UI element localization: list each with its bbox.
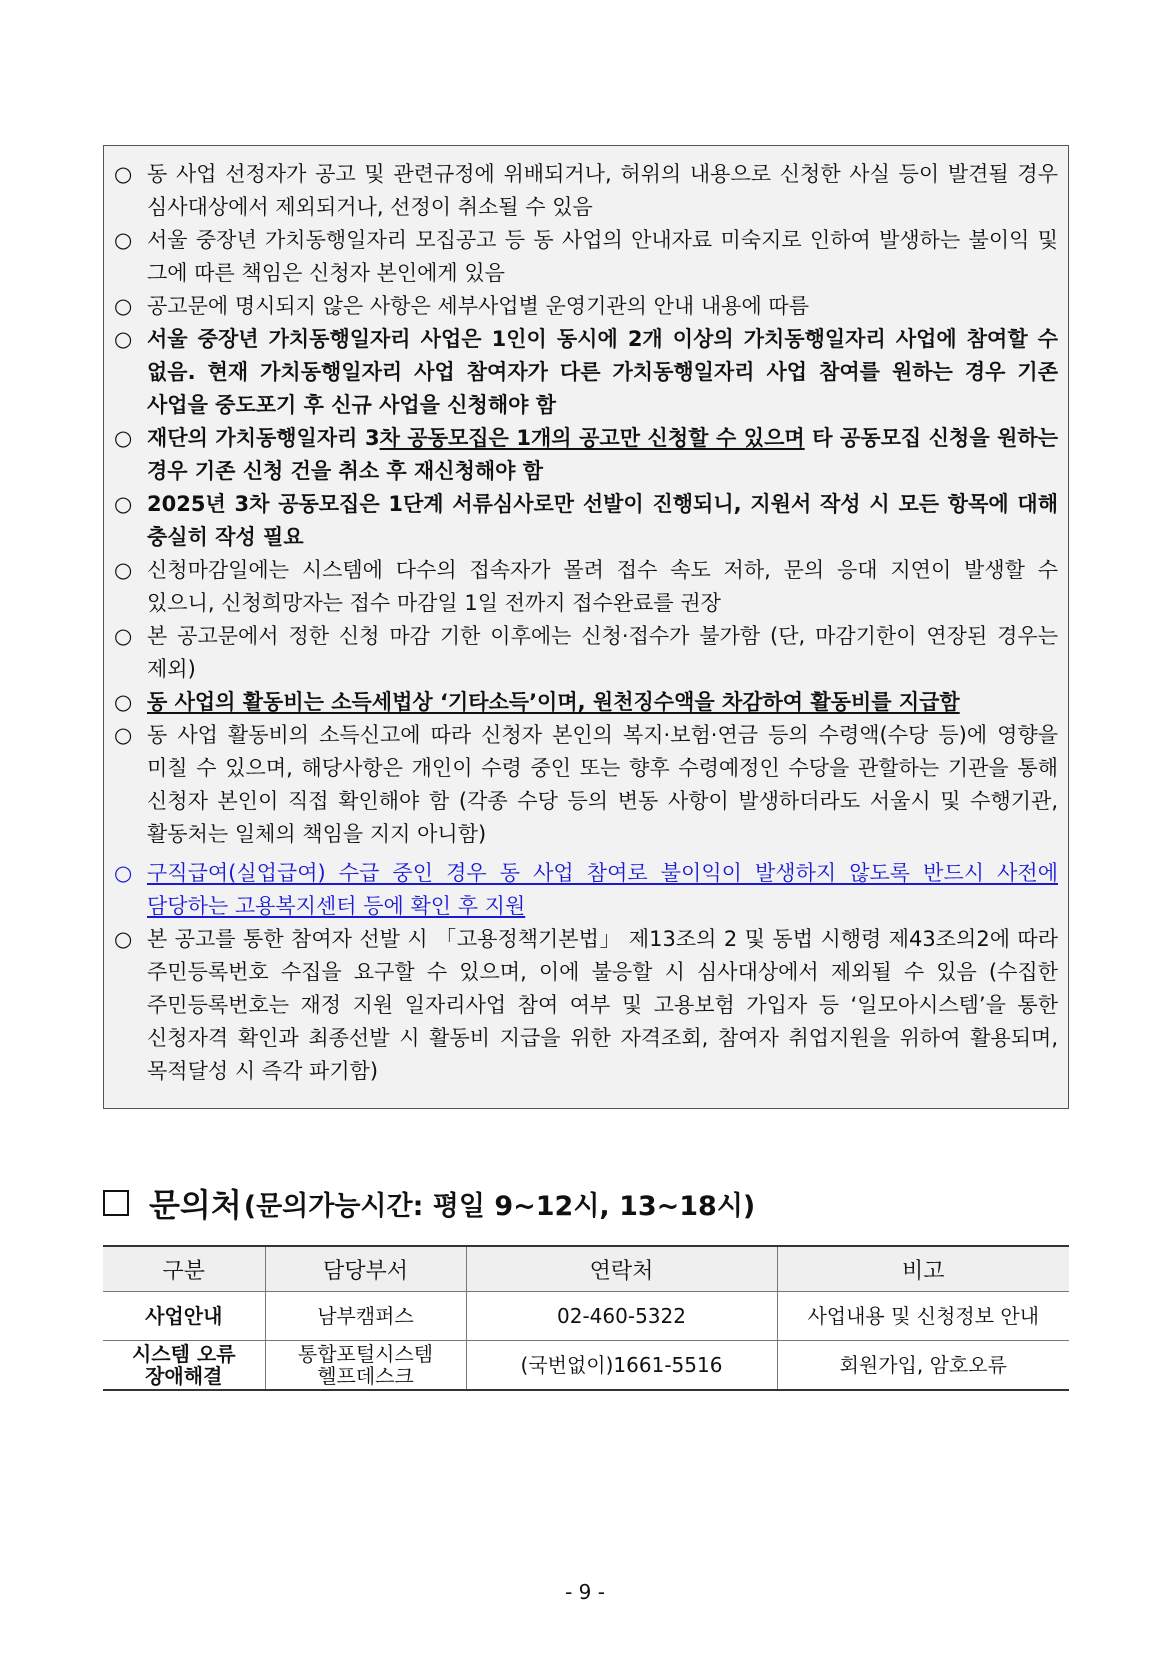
notice-box — [103, 145, 1069, 1109]
notice-item — [114, 554, 1058, 620]
notice-item — [114, 290, 1058, 323]
column-header: 비고 — [777, 1246, 1069, 1292]
notice-text: 동 사업의 활동비는 소득세법상 ‘기타소득’이며, 원천징수액을 차감하여 활동비를 지급함 — [147, 690, 960, 714]
notice-text: 서울 중장년 가치동행일자리 사업은 1인이 동시에 2개 이상의 가치동행일자리 사업에 참여할 수 없음. 현재 가치동행일자리 사업 참여자가 다른 가치동행일자리 사업 참여를 원하는 경우 기존 사업을 중도포기 후 신규 사업을 신청해야 함 — [147, 327, 1058, 417]
phone-cell: 02-460-5322 — [466, 1292, 777, 1341]
contact-section-title — [103, 1182, 755, 1224]
circle-icon: ○ — [114, 690, 133, 714]
circle-icon: ○ — [114, 228, 133, 252]
circle-icon: ○ — [114, 558, 133, 582]
notice-item — [114, 158, 1058, 224]
dept-cell — [265, 1341, 466, 1391]
category-line: 시스템 오류 — [131, 1342, 236, 1366]
table-header-row — [103, 1246, 1069, 1292]
category-cell: 사업안내 — [103, 1292, 265, 1341]
notice-text: 동 사업 선정자가 공고 및 관련규정에 위배되거나, 허위의 내용으로 신청한 사실 등이 발견될 경우 심사대상에서 제외되거나, 선정이 취소될 수 있음 — [147, 162, 1058, 219]
square-icon — [103, 1190, 129, 1216]
notice-item — [114, 923, 1058, 1088]
notice-item — [114, 620, 1058, 686]
circle-icon: ○ — [114, 861, 133, 885]
circle-icon: ○ — [114, 294, 133, 318]
column-header: 담당부서 — [265, 1246, 466, 1292]
notice-text: 본 공고를 통한 참여자 선발 시 「고용정책기본법」 제13조의 2 및 동법 시행령 제43조의2에 따라 주민등록번호 수집을 요구할 수 있으며, 이에 불응할 시 심사대상에서 제외될 수 있음 (수집한 주민등록번호는 재정 지원 일자리사업 참여 여부 및 고용보험 가입자 등 ‘일모아시스템’을 통한 신청자격 확인과 최종선발 시 활동비 지급을 위한 자격조회, 참여자 취업지원을 위하여 활용되며, 목적달성 시 즉각 파기함) — [147, 927, 1058, 1083]
notice-text-part: 타 공동모집 신청을 원하는 경우 기존 신청 건을 취소 후 재신청해야 함 — [147, 426, 1059, 483]
notice-text: 2025년 3차 공동모집은 1단계 서류심사로만 선발이 진행되니, 지원서 작성 시 모든 항목에 대해 충실히 작성 필요 — [147, 492, 1058, 549]
category-line: 장애해결 — [145, 1364, 223, 1388]
note-cell: 사업내용 및 신청정보 안내 — [777, 1292, 1069, 1341]
phone-cell: (국번없이)1661-5516 — [466, 1341, 777, 1391]
column-header: 연락처 — [466, 1246, 777, 1292]
dept-line: 통합포털시스템 — [297, 1342, 434, 1366]
dept-line: 헬프데스크 — [317, 1364, 414, 1388]
circle-icon: ○ — [114, 426, 133, 450]
notice-text — [147, 422, 1058, 488]
notice-text: 공고문에 명시되지 않은 사항은 세부사업별 운영기관의 안내 내용에 따름 — [147, 294, 809, 318]
section-title: 문의처 — [149, 1186, 242, 1224]
circle-icon: ○ — [114, 723, 133, 747]
notice-item — [114, 488, 1058, 554]
table-row — [103, 1341, 1069, 1391]
notice-text: 서울 중장년 가치동행일자리 모집공고 등 동 사업의 안내자료 미숙지로 인하여 발생하는 불이익 및 그에 따른 책임은 신청자 본인에게 있음 — [147, 228, 1058, 285]
notice-text: 동 사업 활동비의 소득신고에 따라 신청자 본인의 복지·보험·연금 등의 수령액(수당 등)에 영향을 미칠 수 있으며, 해당사항은 개인이 수령 중인 또는 향후 수령예정인 수당을 관할하는 기관을 통해 신청자 본인이 직접 확인해야 함 (각종 수당 등의 변동 사항이 발생하더라도 서울시 및 수행기관, 활동처는 일체의 책임을 지지 아니함) — [147, 723, 1058, 846]
notice-item — [114, 224, 1058, 290]
notice-text-part: 재단의 가치동행일자리 3 — [147, 426, 380, 450]
circle-icon: ○ — [114, 162, 133, 186]
contact-table — [103, 1245, 1069, 1391]
circle-icon: ○ — [114, 492, 133, 516]
notice-item — [114, 422, 1058, 488]
notice-text-underlined: 차 공동모집은 1개의 공고만 신청할 수 있으며 — [379, 426, 805, 450]
notice-item — [114, 323, 1058, 422]
page-number: - 9 - — [565, 1580, 605, 1604]
circle-icon: ○ — [114, 327, 133, 351]
notice-item — [114, 719, 1058, 851]
table-row — [103, 1292, 1069, 1341]
section-subtitle: (문의가능시간: 평일 9~12시, 13~18시) — [243, 1190, 756, 1222]
notice-item — [114, 686, 1058, 719]
circle-icon: ○ — [114, 624, 133, 648]
notice-text: 본 공고문에서 정한 신청 마감 기한 이후에는 신청·접수가 불가함 (단, 마감기한이 연장된 경우는 제외) — [147, 624, 1058, 681]
circle-icon: ○ — [114, 927, 133, 951]
category-cell — [103, 1341, 265, 1391]
dept-cell: 남부캠퍼스 — [265, 1292, 466, 1341]
notice-text: 신청마감일에는 시스템에 다수의 접속자가 몰려 접수 속도 저하, 문의 응대 지연이 발생할 수 있으니, 신청희망자는 접수 마감일 1일 전까지 접수완료를 권장 — [147, 558, 1058, 615]
column-header: 구분 — [103, 1246, 265, 1292]
note-cell: 회원가입, 암호오류 — [777, 1341, 1069, 1391]
notice-text: 구직급여(실업급여) 수급 중인 경우 동 사업 참여로 불이익이 발생하지 않도록 반드시 사전에 담당하는 고용복지센터 등에 확인 후 지원 — [147, 861, 1058, 918]
notice-item — [114, 857, 1058, 923]
